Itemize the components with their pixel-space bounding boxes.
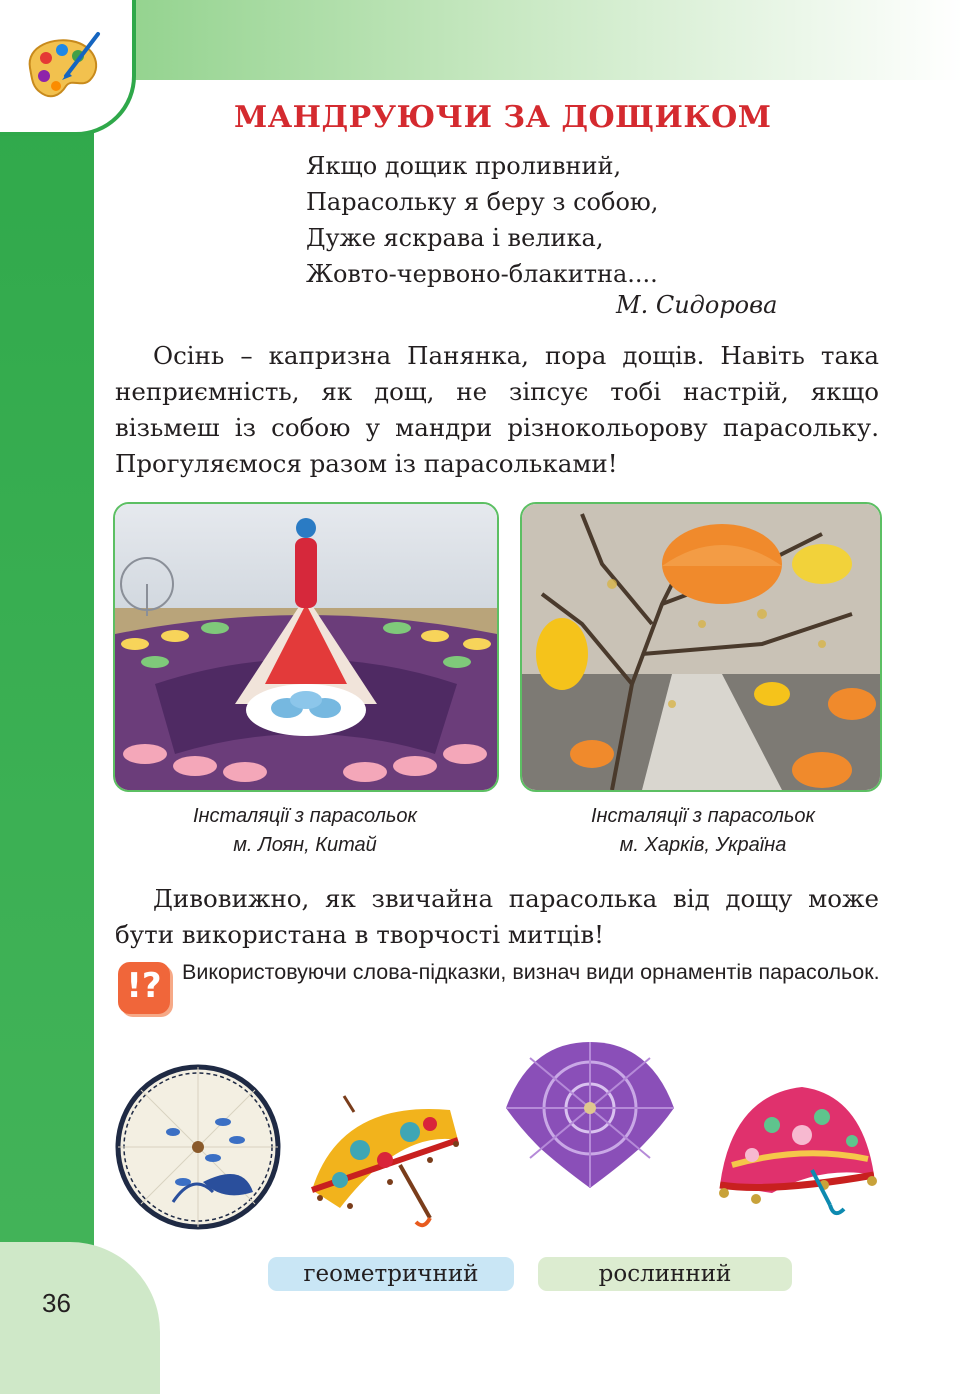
poem-line: Парасольку я беру з собою, [306,188,659,216]
poem [306,148,658,292]
hint-geometric: геометричний [268,1257,514,1291]
palette-icon [20,28,104,104]
caption-line: Інсталяції з парасольок [192,805,417,827]
caption-line: м. Харків, Україна [619,834,787,856]
photo-caption-luoyang [150,802,460,860]
umbrella-lace-image [500,1038,680,1198]
top-gradient-band [94,0,963,80]
photo-caption-kharkiv [548,802,858,860]
task-text: Використовуючи слова-підказки, визнач види орнаментів парасольок. [182,960,880,984]
caption-line: м. Лоян, Китай [233,834,377,856]
photo-kharkiv-installation [520,502,882,792]
poem-line: Жовто-червоно-блакитна.... [306,260,658,288]
umbrella-peacock-image [113,1062,283,1232]
umbrella-patchwork-image [712,1075,882,1225]
question-exclamation-icon [118,962,170,1014]
poem-line: Дуже яскрава і велика, [306,224,604,252]
umbrella-embroidered-image [300,1080,470,1230]
page-title: МАНДРУЮЧИ ЗА ДОЩИКОМ [234,100,772,135]
side-green-strip [0,0,94,1394]
poem-author: М. Сидорова [616,291,778,319]
second-paragraph: Дивовижно, як звичайна парасолька від дощу може бути використана в творчості митців! [115,884,879,949]
poem-line: Якщо дощик проливний, [306,152,622,180]
caption-line: Інсталяції з парасольок [590,805,815,827]
task-icon-glyph: !? [126,966,162,1006]
photo-luoyang-installation [113,502,499,792]
hint-floral: рослинний [538,1257,792,1291]
intro-paragraph: Осінь – капризна Панянка, пора дощів. Навіть така неприємність, як дощ, не зіпсує тобі настрій, якщо візьмеш із собою у мандри різнокольорову парасольку. Прогуляємося разом із парасольками! [115,341,879,478]
page-number: 36 [42,1288,71,1318]
